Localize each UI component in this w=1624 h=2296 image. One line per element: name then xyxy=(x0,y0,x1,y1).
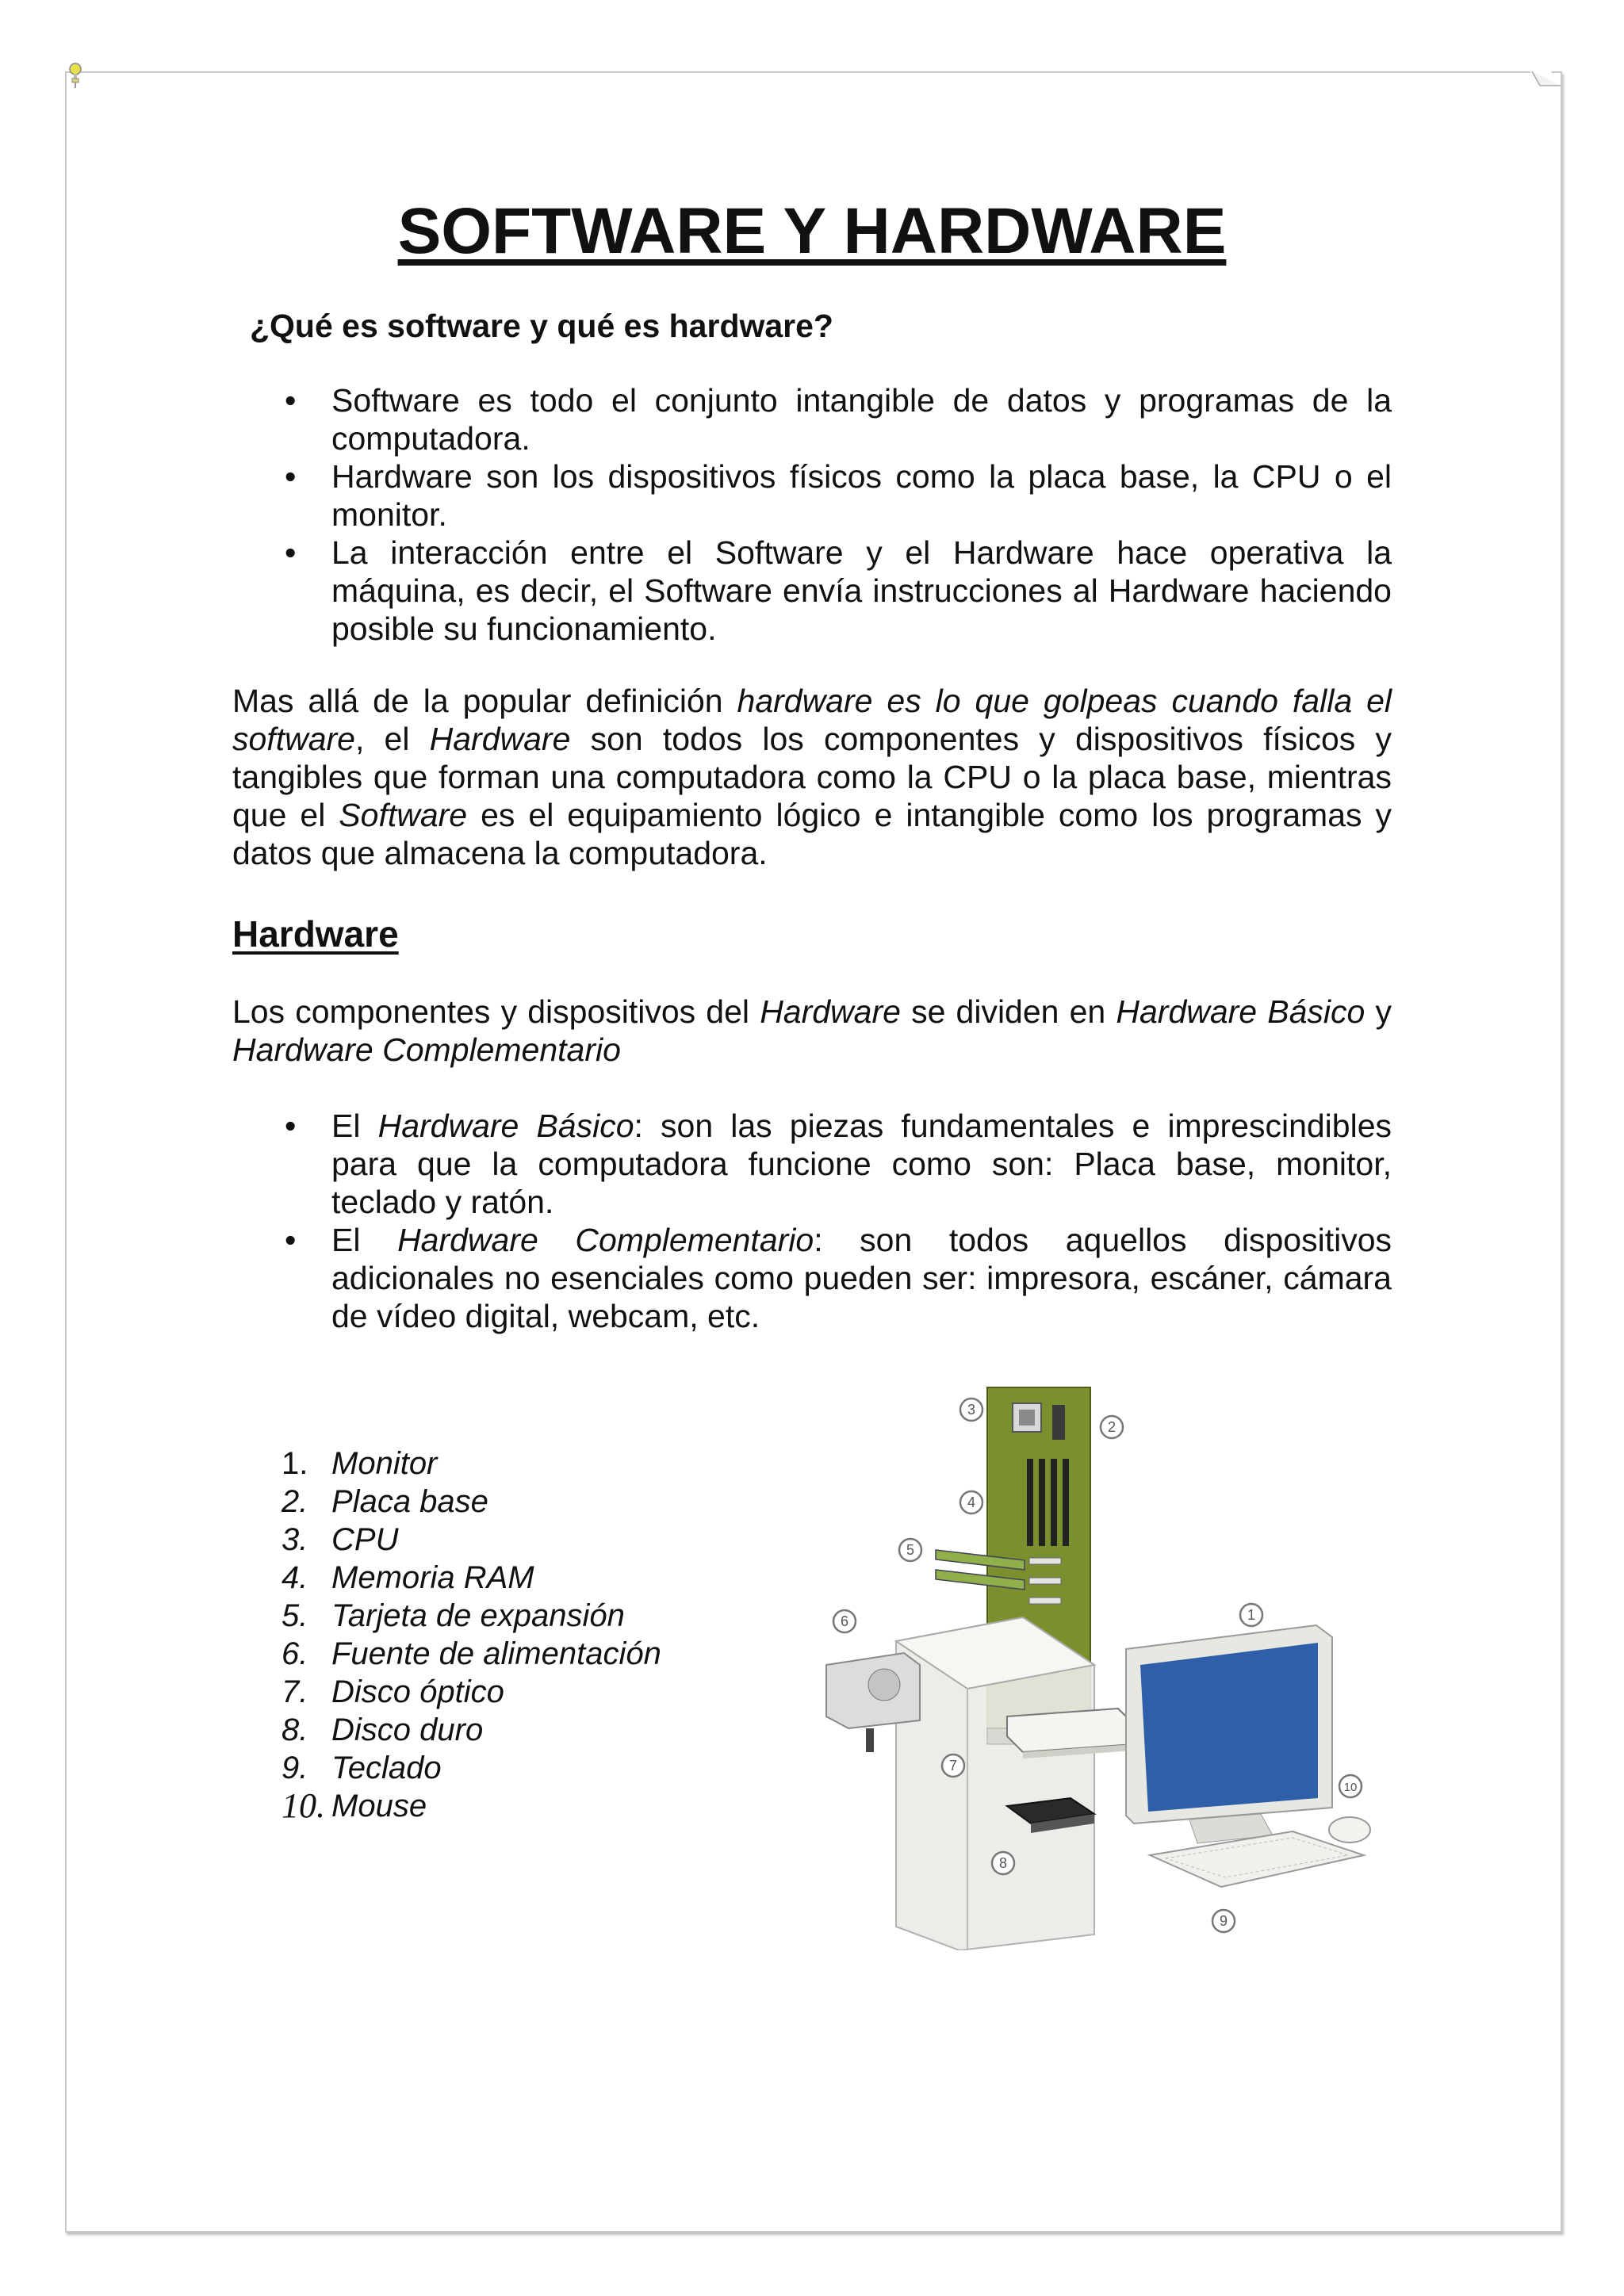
pushpin-icon xyxy=(67,62,84,89)
svg-text:4: 4 xyxy=(967,1494,976,1510)
optical-drive-illustration xyxy=(1007,1709,1134,1758)
callout-7 xyxy=(942,1755,964,1777)
list-item: • Software es todo el conjunto intangible de datos y programas de la computadora. xyxy=(285,382,1392,457)
svg-text:9: 9 xyxy=(1219,1913,1228,1929)
section-question: ¿Qué es software y qué es hardware? xyxy=(250,308,833,344)
svg-text:8: 8 xyxy=(998,1855,1008,1871)
list-item: • El Hardware Complementario: son todos aquellos dispositivos adicionales no esenciales como pueden ser: impresora, escáner, cámara de vídeo digital, webcam, etc. xyxy=(285,1222,1392,1334)
hardware-bullet-list xyxy=(232,1107,1392,1335)
svg-text:10: 10 xyxy=(1343,1781,1358,1794)
callout-4 xyxy=(960,1491,982,1513)
list-item: 2. Placa base xyxy=(282,1484,488,1519)
list-item: • La interacción entre el Software y el Hardware hace operativa la máquina, es decir, el Software envía instrucciones al Hardware haciendo posible su funcionamiento. xyxy=(285,534,1392,647)
callout-3 xyxy=(960,1399,982,1421)
callout-6 xyxy=(833,1610,856,1632)
hardware-heading: Hardware xyxy=(232,913,399,955)
computer-case-illustration xyxy=(896,1617,1094,1950)
svg-text:1: 1 xyxy=(1247,1607,1256,1623)
list-item: 8. Disco duro xyxy=(282,1712,484,1747)
list-item: 5. Tarjeta de expansión xyxy=(282,1598,625,1633)
list-item: 6. Fuente de alimentación xyxy=(282,1636,661,1671)
callout-9 xyxy=(1212,1910,1235,1932)
list-item: 1. Monitor xyxy=(282,1446,438,1481)
keyboard-illustration xyxy=(1150,1831,1364,1887)
callout-1 xyxy=(1240,1604,1262,1626)
page-fold-icon xyxy=(1530,71,1561,92)
parts-list xyxy=(232,1445,661,1825)
definition-paragraph: Mas allá de la popular definición hardware es lo que golpeas cuando falla el software, el Hardware son todos los componentes y dispositivos físicos y tangibles que forman una computadora como la CPU o la placa base, mientras que el Software es el equipamiento lógico e intangible como los programas y datos que almacena la computadora. xyxy=(232,683,1392,871)
monitor-illustration xyxy=(1126,1625,1332,1843)
page-title: SOFTWARE Y HARDWARE xyxy=(397,195,1227,267)
svg-text:3: 3 xyxy=(967,1402,976,1418)
intro-bullet-list xyxy=(232,381,1392,648)
svg-text:6: 6 xyxy=(840,1613,849,1629)
callout-10 xyxy=(1339,1775,1362,1797)
mouse-illustration xyxy=(1329,1817,1370,1843)
callout-8 xyxy=(992,1852,1014,1874)
svg-text:5: 5 xyxy=(906,1542,915,1558)
list-item: • Hardware son los dispositivos físicos como la placa base, la CPU o el monitor. xyxy=(285,458,1392,533)
list-item: 7. Disco óptico xyxy=(282,1674,504,1709)
list-item: • El Hardware Básico: son las piezas fundamentales e imprescindibles para que la computadora funcione como son: Placa base, monitor, teclado y ratón. xyxy=(285,1108,1392,1220)
list-item: 10. Mouse xyxy=(282,1786,427,1825)
callout-5 xyxy=(899,1539,921,1561)
list-item: 3. CPU xyxy=(282,1522,399,1557)
computer-parts-diagram xyxy=(817,1380,1388,1950)
list-item: 9. Teclado xyxy=(282,1751,442,1785)
list-item: 4. Memoria RAM xyxy=(282,1560,534,1595)
svg-text:2: 2 xyxy=(1107,1419,1116,1435)
hardware-paragraph: Los componentes y dispositivos del Hardware se dividen en Hardware Básico y Hardware Complementario xyxy=(232,993,1392,1068)
callout-2 xyxy=(1101,1416,1123,1438)
svg-text:7: 7 xyxy=(948,1758,958,1774)
